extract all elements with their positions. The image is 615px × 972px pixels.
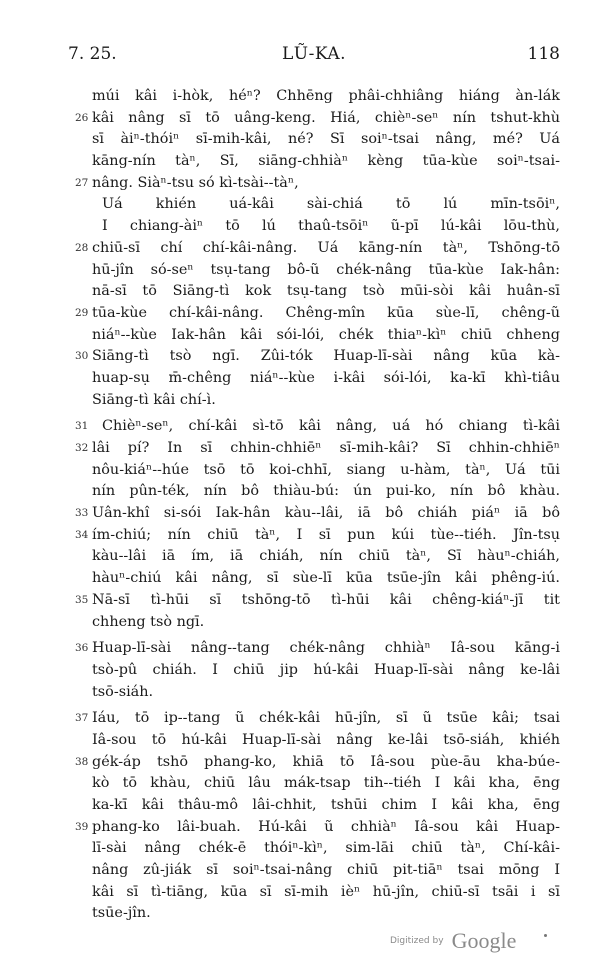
verse-number: 32 xyxy=(75,442,89,454)
scan-speck xyxy=(544,934,547,937)
line-text: ka-kī kâi thâu-mô lâi-chhit, tshūi chim I kâi kha, ēng xyxy=(92,797,561,813)
text-line xyxy=(92,546,560,568)
line-text: Iáu, tō ip--tang ũ chék-kâi hū-jîn, sī ũ tsūe kâi; tsai xyxy=(92,710,561,727)
text-line xyxy=(92,151,560,173)
text-line xyxy=(92,281,560,303)
line-text: kàu--lâi iā ím, iā chiáh, nín chiū tàⁿ, Sī hàuⁿ-chiáh, xyxy=(92,548,560,565)
text-line xyxy=(92,194,560,216)
line-text: kâi nâng sī tō uâng-keng. Hiá, chièⁿ-seⁿ nín tshut-khù xyxy=(92,109,561,126)
text-line xyxy=(92,460,560,482)
text-line xyxy=(75,752,561,774)
line-text: gék-áp tshō phang-ko, khiā tō Iâ-sou pùe-āu kha-búe- xyxy=(92,753,561,770)
text-line xyxy=(92,860,560,882)
verse-number: 30 xyxy=(75,350,89,363)
digitized-by-watermark xyxy=(390,928,516,954)
line-text: Siāng-tì tsò ngī. Zûi-tók Huap-lī-sài nâng kūa kà- xyxy=(92,348,561,365)
text-line xyxy=(92,773,560,795)
line-text: phang-ko lâi-buah. Hú-kâi ũ chhiàⁿ Iâ-sou kâi Huap- xyxy=(92,818,560,835)
text-line xyxy=(92,481,560,503)
line-text: lī-sài nâng chék-ē thóiⁿ-kìⁿ, sim-lāi chiū tàⁿ, Chí-kâi- xyxy=(92,840,560,857)
line-text: chheng tsò ngī. xyxy=(92,613,205,630)
text-line xyxy=(92,390,560,412)
text-line xyxy=(92,660,560,682)
text-line xyxy=(75,708,561,730)
text-line xyxy=(92,682,560,704)
text-line xyxy=(75,817,560,839)
verse-number: 28 xyxy=(75,241,89,254)
line-text: niáⁿ--kùe Iak-hân kâi sói-lói, chék thiaⁿ-kìⁿ chiū chheng xyxy=(92,326,560,343)
line-text: nā-sī tō Siāng-tì kok tsụ-tang tsò mūi-sòi kâi huân-sī xyxy=(92,283,560,300)
line-text: chiū-sī chí chí-kâi-nâng. Uá kāng-nín tàⁿ, Tshōng-tō xyxy=(92,239,560,256)
text-line xyxy=(92,568,560,590)
book-title: LŨ-KA. xyxy=(281,44,347,64)
text-line xyxy=(92,730,560,752)
line-text: tsūe-jîn. xyxy=(92,905,151,922)
text-line xyxy=(92,216,560,238)
verse-number: 33 xyxy=(75,507,89,520)
line-text: ím-chiú; nín chiū tàⁿ, I sī pun kúi tùe--tiéh. Jîn-tsụ xyxy=(92,526,561,543)
text-line xyxy=(75,303,560,325)
line-text: hàuⁿ-chiú kâi nâng, sī sùe-lī kūa tsūe-jîn kâi phêng-iú. xyxy=(92,570,560,587)
text-line xyxy=(92,903,560,925)
line-text: sī àiⁿ-thóiⁿ sī-mih-kâi, né? Sī soiⁿ-tsai nâng, mé? Uá xyxy=(92,131,560,148)
text-line xyxy=(92,86,560,108)
line-text: I chiang-àiⁿ tō lú thaû-tsōiⁿ ũ-pī lú-kâi lōu-thù, xyxy=(102,218,560,235)
page-body-text xyxy=(75,86,561,925)
verse-number: 26 xyxy=(75,111,89,124)
line-text: nâng. Siàⁿ-tsu só kì-tsài--tàⁿ, xyxy=(92,174,299,191)
chapter-verse-reference: 7. 25. xyxy=(68,44,117,64)
text-line xyxy=(92,882,560,904)
text-line xyxy=(92,612,560,634)
text-line xyxy=(75,238,560,260)
line-text: tsō-siáh. xyxy=(92,683,154,700)
verse-number: 37 xyxy=(75,712,89,725)
line-text: Uá khién uá-kâi sài-chiá tō lú mīn-tsōiⁿ, xyxy=(102,196,561,213)
text-line xyxy=(92,795,560,817)
line-text: Chièⁿ-seⁿ, chí-kâi sì-tō kâi nâng, uá hó chiang tì-kâi xyxy=(102,418,561,435)
verse-number: 31 xyxy=(75,420,89,433)
line-text: huap-sụ m̄-chêng niáⁿ--kùe i-kâi sói-lói, ka-kī khì-tiâu xyxy=(92,369,561,386)
text-line xyxy=(75,525,561,547)
text-line xyxy=(75,416,561,438)
line-text: nâng zû-jiák sī soiⁿ-tsai-nâng chiū pit-tiāⁿ tsai mōng I xyxy=(92,862,561,879)
line-text: tsò-pû chiáh. I chiū jip hú-kâi Huap-lī-sài nâng ke-lâi xyxy=(92,661,560,678)
verse-number: 29 xyxy=(75,306,89,319)
digitized-by-label: Digitized by xyxy=(390,936,444,946)
text-line xyxy=(75,438,560,460)
verse-number: 39 xyxy=(75,820,89,833)
verse-number: 36 xyxy=(75,642,89,655)
line-text: hū-jîn só-seⁿ tsụ-tang bô-ũ chék-nâng tūa-kùe Iak-hân: xyxy=(92,261,560,278)
text-line xyxy=(75,173,560,195)
text-line xyxy=(92,838,560,860)
line-text: nín pûn-ték, nín bô thiàu-bú: ún pui-ko, nín bô khàu. xyxy=(92,483,561,500)
line-text: Nā-sī tì-hūi sī tshōng-tō tì-hūi kâi chêng-kiáⁿ-jī tit xyxy=(92,591,560,608)
line-text: Siāng-tì kâi chí-ì. xyxy=(92,391,216,408)
text-line xyxy=(92,368,560,390)
text-line xyxy=(75,503,560,525)
text-line xyxy=(75,638,560,660)
text-line xyxy=(75,346,561,368)
verse-number: 34 xyxy=(75,528,89,541)
line-text: nôu-kiáⁿ--húe tsō tō koi-chhī, siang u-hàm, tàⁿ, Uá tūi xyxy=(92,461,561,478)
verse-number: 35 xyxy=(75,593,89,606)
text-line xyxy=(92,325,560,347)
verse-number: 38 xyxy=(75,755,89,768)
text-line xyxy=(92,260,560,282)
line-text: kâi sī tì-tiāng, kūa sī sī-mih ièⁿ hū-jîn, chiū-sī tsāi i sī xyxy=(92,883,560,900)
text-line xyxy=(92,129,560,151)
line-text: tūa-kùe chí-kâi-nâng. Chêng-mîn kūa sùe-lī, chêng-ũ xyxy=(92,304,560,321)
running-header xyxy=(68,44,560,68)
text-line xyxy=(75,108,561,130)
google-logo: Google xyxy=(451,928,517,953)
line-text: Uân-khî si-sói Iak-hân kàu--lâi, iā bô chiáh piáⁿ iā bô xyxy=(92,505,560,522)
line-text: Iâ-sou tō hú-kâi Huap-lī-sài nâng ke-lâi tsō-siáh, khiéh xyxy=(92,731,560,748)
line-text: lâi pí? In sī chhin-chhiēⁿ sī-mih-kâi? Sī chhin-chhiēⁿ xyxy=(92,440,560,456)
line-text: Huap-lī-sài nâng--tang chék-nâng chhiàⁿ Iâ-sou kāng-i xyxy=(92,640,560,657)
text-line xyxy=(75,590,560,612)
line-text: múi kâi i-hòk, héⁿ? Chhēng phâi-chhiâng hiáng àn-lák xyxy=(92,88,561,104)
line-text: kāng-nín tàⁿ, Sī, siāng-chhiàⁿ kèng tūa-kùe soiⁿ-tsai- xyxy=(92,153,560,170)
page-number: 118 xyxy=(527,44,560,64)
line-text: kò tō khàu, chiū lâu mák-tsap tih--tiéh I kâi kha, ēng xyxy=(92,775,561,792)
verse-number: 27 xyxy=(75,176,89,189)
